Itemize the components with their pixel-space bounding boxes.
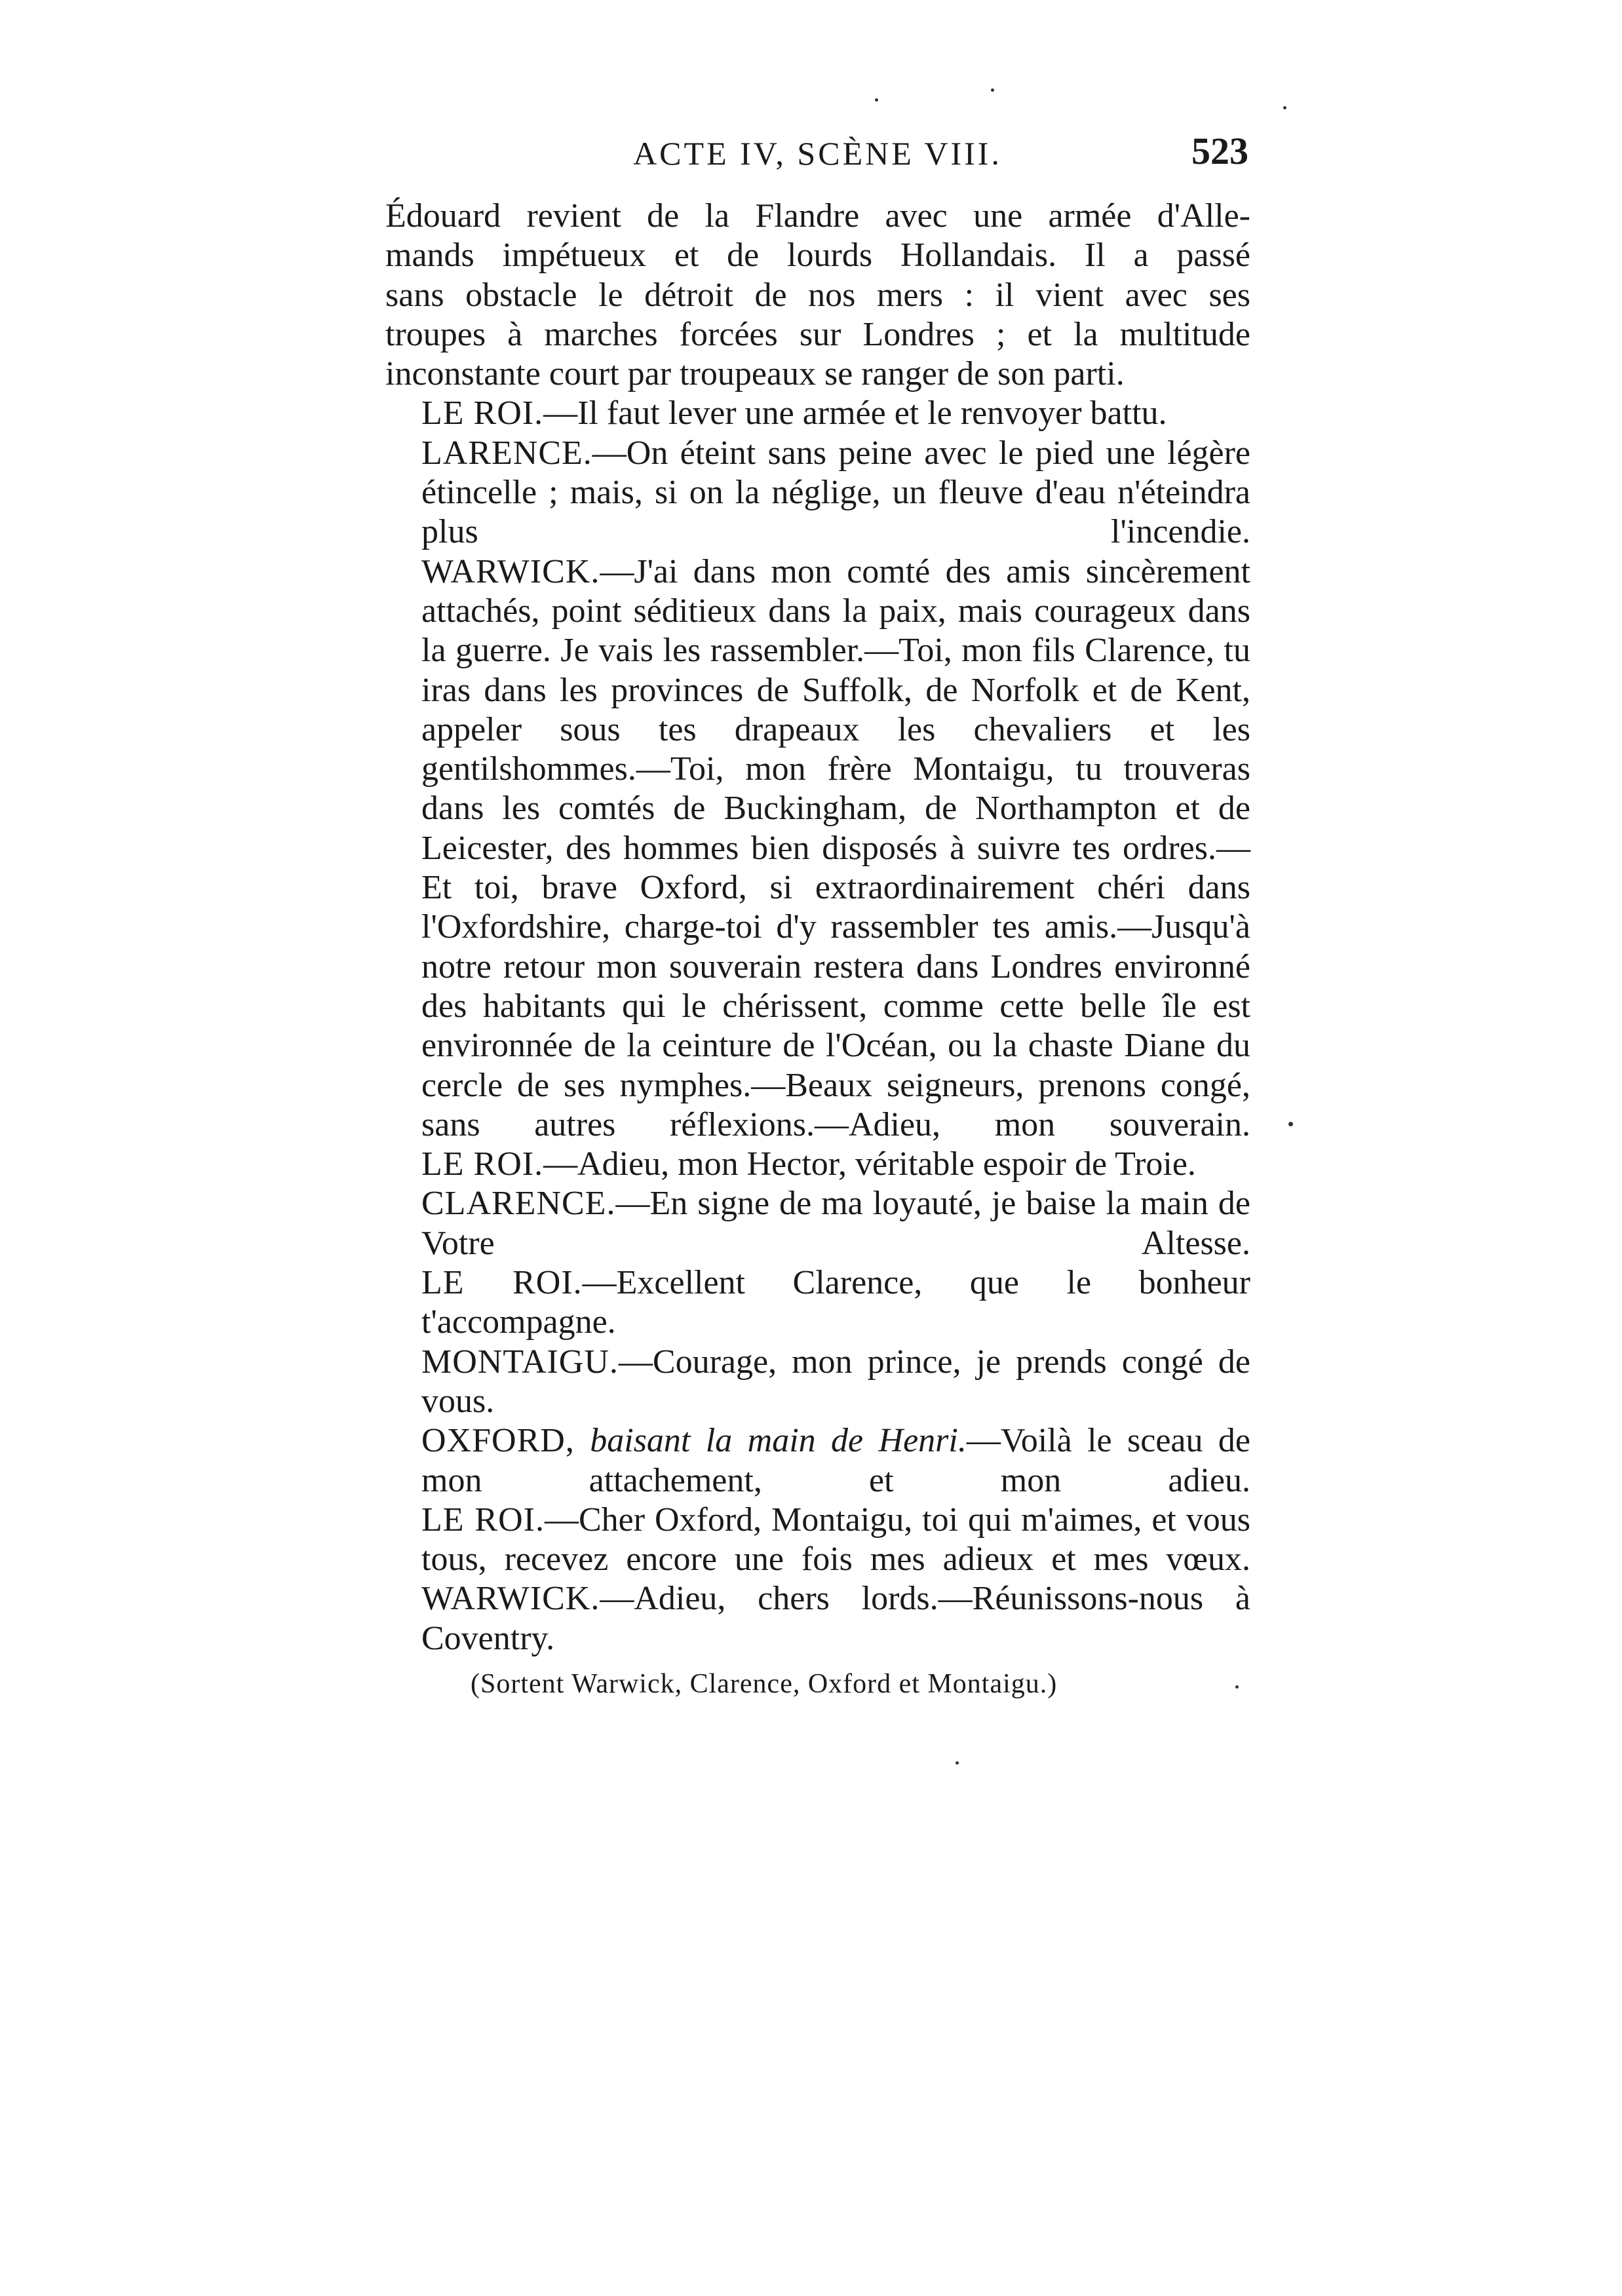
speech-text: —Adieu, chers lords.—Réunissons-nous à Coventry. bbox=[421, 1580, 1250, 1657]
speech bbox=[385, 1579, 1250, 1658]
speech bbox=[385, 1263, 1250, 1343]
speaker-name: MONTAIGU. bbox=[421, 1343, 619, 1381]
running-head: ACTE IV, SCÈNE VIII. bbox=[633, 135, 1002, 172]
speech bbox=[385, 552, 1250, 1145]
speech-text: —Il faut lever une armée et le renvoyer battu. bbox=[543, 394, 1167, 432]
speaker-name: LARENCE. bbox=[421, 434, 592, 472]
opening-line: mands impétueux et de lourds Hollandais. Il a passé bbox=[385, 237, 1250, 275]
speech-text: —Cher Oxford, Montaigu, toi qui m'aimes, et vous tous, recevez encore une fois mes adieux et mes vœux. bbox=[421, 1501, 1250, 1578]
print-speck bbox=[1283, 106, 1286, 109]
print-speck bbox=[875, 98, 878, 102]
stage-direction-inline: baisant la main de Henri. bbox=[590, 1422, 967, 1460]
page-header bbox=[387, 130, 1248, 187]
speech bbox=[385, 1145, 1250, 1184]
opening-line: Édouard revient de la Flandre avec une armée d'Alle- bbox=[385, 197, 1250, 235]
speech bbox=[385, 394, 1250, 433]
print-speck bbox=[956, 1761, 959, 1765]
body-text bbox=[385, 197, 1250, 1703]
speech-text: —En signe de ma loyauté, je baise la main de Votre Altesse. bbox=[421, 1185, 1250, 1262]
speaker-name: LE ROI. bbox=[421, 1264, 583, 1302]
speaker-name: LE ROI. bbox=[421, 1501, 545, 1539]
speech bbox=[385, 1501, 1250, 1580]
print-speck bbox=[1235, 1685, 1239, 1689]
speaker-name: WARWICK. bbox=[421, 1580, 600, 1618]
speaker-name: WARWICK. bbox=[421, 552, 600, 590]
speaker-name: CLARENCE. bbox=[421, 1185, 616, 1223]
opening-line: sans obstacle le détroit de nos mers : il vient avec ses bbox=[385, 276, 1250, 314]
speaker-name: LE ROI. bbox=[421, 1145, 544, 1183]
speech bbox=[385, 1343, 1250, 1422]
speech bbox=[385, 434, 1250, 552]
speech-text: —J'ai dans mon comté des amis sincèrement attachés, point séditieux dans la paix, mais courageux dans la guerre. Je vais les rassembler.—Toi, mon fils Clarence, tu iras dans les provinces de Suffolk, de Norfolk et de Kent, appeler sous tes drapeaux les chevaliers et les gentilshommes.—Toi, mon frère Montaigu, tu trouveras dans les comtés de Buckingham, de Northampton et de Leicester, des hommes bien disposés à suivre tes ordres.—Et toi, brave Oxford, si extraordinairement chéri dans l'Oxfordshire, charge-toi d'y rassembler tes amis.—Jusqu'à notre retour mon souverain restera dans Londres environné des habitants qui le chérissent, comme cette belle île est environnée de la ceinture de l'Océan, ou la chaste Diane du cercle de ses nymphes.—Beaux seigneurs, prenons congé, sans autres réflexions.—Adieu, mon souverain. bbox=[421, 552, 1250, 1143]
speaker-name: OXFORD, bbox=[421, 1422, 575, 1460]
speech-text: —Adieu, mon Hector, véritable espoir de Troie. bbox=[543, 1145, 1196, 1183]
print-speck bbox=[991, 88, 994, 92]
speech-text: —Courage, mon prince, je prends congé de vous. bbox=[421, 1343, 1250, 1420]
page-number: 523 bbox=[1191, 130, 1248, 172]
opening-line: troupes à marches forcées sur Londres ; et la multitude bbox=[385, 315, 1250, 353]
speech-text: —Excellent Clarence, que le bonheur t'accompagne. bbox=[421, 1264, 1250, 1341]
speech bbox=[385, 1184, 1250, 1263]
speech-text: —On éteint sans peine avec le pied une légère étincelle ; mais, si on la néglige, un fleuve d'eau n'éteindra plus l'incendie. bbox=[421, 434, 1250, 551]
opening-line: inconstante court par troupeaux se ranger de son parti. bbox=[385, 355, 1125, 393]
speech bbox=[385, 1421, 1250, 1501]
speaker-name: LE ROI. bbox=[421, 394, 544, 432]
stage-direction: (Sortent Warwick, Clarence, Oxford et Montaigu.) bbox=[471, 1668, 1058, 1699]
print-speck bbox=[1288, 1122, 1293, 1126]
speech-text: —Voilà le sceau de mon attachement, et mon adieu. bbox=[421, 1422, 1250, 1499]
